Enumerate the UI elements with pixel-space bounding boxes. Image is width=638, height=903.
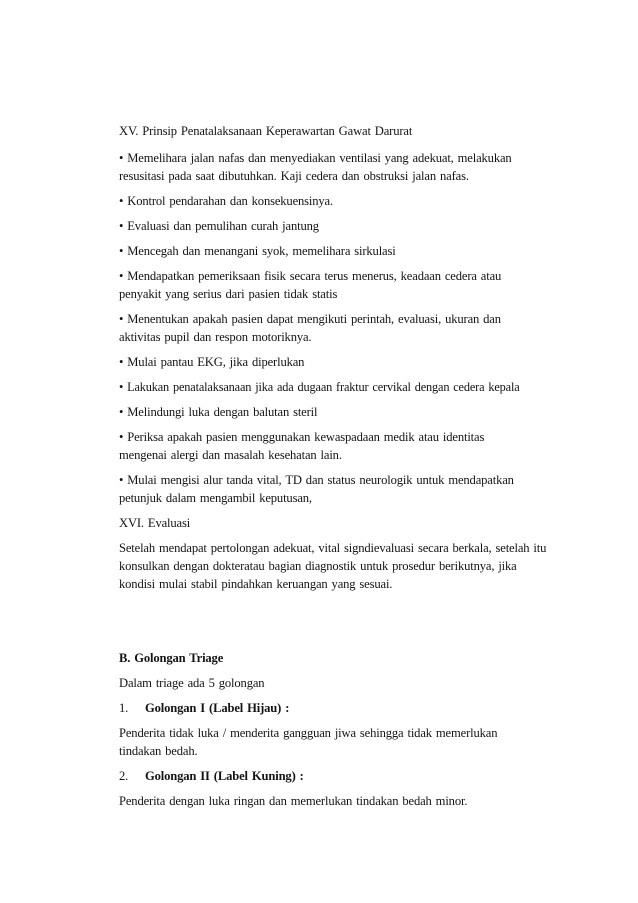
bullet-item: • Memelihara jalan nafas dan menyediakan ventilasi yang adekuat, melakukan resusitasi pada saat dibutuhkan. Kaji cedera dan obstruksi jalan nafas. xyxy=(119,151,512,183)
golongan-2-label: Golongan II (Label Kuning) : xyxy=(145,769,304,783)
section-xv-title: XV. Prinsip Penatalaksanaan Keperawartan Gawat Darurat xyxy=(119,124,413,138)
bullet-item: • Mulai mengisi alur tanda vital, TD dan status neurologik untuk mendapatkan petunjuk dalam mengambil keputusan, xyxy=(119,473,514,505)
document-page xyxy=(119,122,549,810)
bullet-item: • Mulai pantau EKG, jika diperlukan xyxy=(119,355,305,369)
list-number: 2. xyxy=(119,769,129,783)
list-number: 1. xyxy=(119,701,129,715)
bullet-item: • Mendapatkan pemeriksaan fisik secara terus menerus, keadaan cedera atau penyakit yang serius dari pasien tidak statis xyxy=(119,269,502,301)
bullet-item: • Kontrol pendarahan dan konsekuensinya. xyxy=(119,194,333,208)
bullet-item: • Mencegah dan menangani syok, memelihara sirkulasi xyxy=(119,244,396,258)
golongan-1-heading xyxy=(119,699,549,717)
section-xvi-title: XVI. Evaluasi xyxy=(119,516,191,530)
golongan-1-description: Penderita tidak luka / menderita gangguan jiwa sehingga tidak memerlukan tindakan bedah. xyxy=(119,726,498,758)
bullet-item: • Lakukan penatalaksanaan jika ada dugaan fraktur cervikal dengan cedera kepala xyxy=(119,380,520,394)
golongan-2-heading xyxy=(119,767,549,785)
bullet-item: • Periksa apakah pasien menggunakan kewaspadaan medik atau identitas mengenai alergi dan masalah kesehatan lain. xyxy=(119,430,485,462)
golongan-1-label: Golongan I (Label Hijau) : xyxy=(145,701,290,715)
section-b-title: B. Golongan Triage xyxy=(119,651,224,665)
golongan-2-description: Penderita dengan luka ringan dan memerlukan tindakan bedah minor. xyxy=(119,794,468,808)
section-xvi-body: Setelah mendapat pertolongan adekuat, vital signdievaluasi secara berkala, setelah itu konsulkan dengan dokteratau bagian diagnostik untuk prosedur berikutnya, jika kondisi mulai stabil pindahkan keruangan yang sesuai. xyxy=(119,541,547,591)
bullet-item: • Melindungi luka dengan balutan steril xyxy=(119,405,318,419)
bullet-item: • Menentukan apakah pasien dapat mengikuti perintah, evaluasi, ukuran dan aktivitas pupil dan respon motoriknya. xyxy=(119,312,501,344)
section-b-intro: Dalam triage ada 5 golongan xyxy=(119,676,265,690)
bullet-item: • Evaluasi dan pemulihan curah jantung xyxy=(119,219,319,233)
